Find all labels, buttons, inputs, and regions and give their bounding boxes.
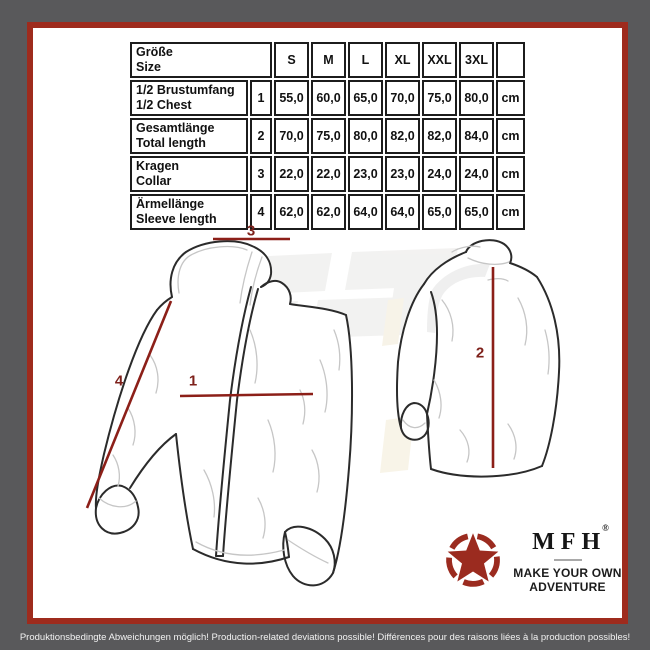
size-col-s: S bbox=[274, 42, 309, 78]
value-cell: 80,0 bbox=[348, 118, 383, 154]
star-icon bbox=[441, 526, 505, 592]
value-cell: 23,0 bbox=[385, 156, 420, 192]
value-cell: 22,0 bbox=[311, 156, 346, 192]
value-cell: 70,0 bbox=[385, 80, 420, 116]
size-col-xl: XL bbox=[385, 42, 420, 78]
value-cell: 62,0 bbox=[311, 194, 346, 230]
brand-tagline-line1: MAKE YOUR OWN bbox=[513, 566, 622, 580]
value-cell: 23,0 bbox=[348, 156, 383, 192]
framed-content-area bbox=[27, 22, 628, 624]
measurement-label-total-length: 2 bbox=[475, 344, 485, 362]
row-label-de: Gesamtlänge bbox=[136, 121, 215, 135]
unit-cell: cm bbox=[496, 80, 525, 116]
registered-mark: ® bbox=[602, 523, 609, 533]
row-label-en: 1/2 Chest bbox=[136, 98, 192, 112]
value-cell: 64,0 bbox=[348, 194, 383, 230]
row-label-en: Sleeve length bbox=[136, 212, 217, 226]
size-col-3xl: 3XL bbox=[459, 42, 494, 78]
row-number-cell: 4 bbox=[250, 194, 272, 230]
value-cell: 22,0 bbox=[274, 156, 309, 192]
size-header-de: Größe bbox=[136, 45, 173, 59]
value-cell: 24,0 bbox=[422, 156, 457, 192]
brand-text-block bbox=[512, 524, 623, 595]
row-label-de: Ärmellänge bbox=[136, 197, 205, 211]
row-label-de: Kragen bbox=[136, 159, 180, 173]
unit-cell: cm bbox=[496, 156, 525, 192]
value-cell: 65,0 bbox=[348, 80, 383, 116]
value-cell: 82,0 bbox=[422, 118, 457, 154]
value-cell: 65,0 bbox=[422, 194, 457, 230]
unit-cell: cm bbox=[496, 194, 525, 230]
size-header-en: Size bbox=[136, 60, 162, 74]
value-cell: 24,0 bbox=[459, 156, 494, 192]
measurement-label-sleeve: 4 bbox=[114, 372, 124, 390]
value-cell: 64,0 bbox=[385, 194, 420, 230]
measurement-label-chest: 1 bbox=[188, 372, 198, 390]
value-cell: 65,0 bbox=[459, 194, 494, 230]
brand-logo bbox=[441, 522, 623, 595]
front-jacket-drawing bbox=[96, 241, 352, 585]
value-cell: 75,0 bbox=[311, 118, 346, 154]
value-cell: 84,0 bbox=[459, 118, 494, 154]
row-label-en: Collar bbox=[136, 174, 172, 188]
size-col-l: L bbox=[348, 42, 383, 78]
brand-divider bbox=[554, 559, 582, 561]
row-label-de: 1/2 Brustumfang bbox=[136, 83, 235, 97]
row-number-cell: 1 bbox=[250, 80, 272, 116]
row-label-en: Total length bbox=[136, 136, 206, 150]
value-cell: 55,0 bbox=[274, 80, 309, 116]
value-cell: 80,0 bbox=[459, 80, 494, 116]
size-col-m: M bbox=[311, 42, 346, 78]
value-cell: 60,0 bbox=[311, 80, 346, 116]
brand-name-text: MFH bbox=[532, 529, 607, 555]
value-cell: 82,0 bbox=[385, 118, 420, 154]
value-cell: 75,0 bbox=[422, 80, 457, 116]
brand-name bbox=[518, 524, 623, 554]
row-number-cell: 2 bbox=[250, 118, 272, 154]
brand-tagline-line2: ADVENTURE bbox=[529, 579, 606, 594]
footer-note: Produktionsbedingte Abweichungen möglich! Production-related deviations possible! Différences pour des raisons liées à la production possibles! bbox=[19, 631, 631, 643]
value-cell: 70,0 bbox=[274, 118, 309, 154]
size-col-xxl: XXL bbox=[422, 42, 457, 78]
value-cell: 62,0 bbox=[274, 194, 309, 230]
unit-cell: cm bbox=[496, 118, 525, 154]
measurement-label-collar: 3 bbox=[246, 222, 256, 240]
row-number-cell: 3 bbox=[250, 156, 272, 192]
